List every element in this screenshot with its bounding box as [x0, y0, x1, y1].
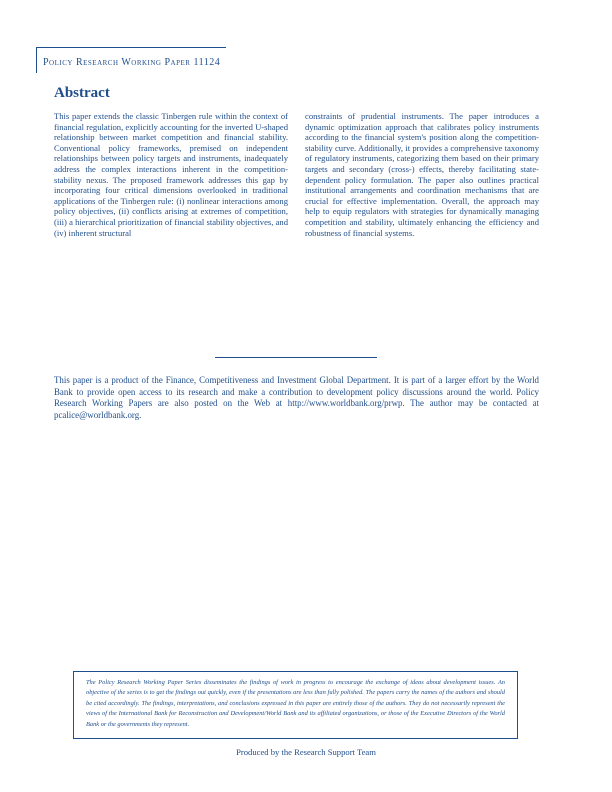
abstract-heading: Abstract	[54, 85, 110, 101]
abstract-column-left: This paper extends the classic Tinbergen rule within the context of financial regulation, explicitly accounting for the inverted U-shaped relationship between market competition and financial stability. Conventional policy frameworks, premised on independent relationships between policy targets and instruments, inadequately address the complex interactions inherent in the competition-stability nexus. The proposed framework addresses this gap by incorporating four critical dimensions overlooked in traditional applications of the Tinbergen rule: (i) nonlinear interactions among policy objectives, (ii) conflicts arising at extremes of competition, (iii) a hierarchical prioritization of financial stability objectives, and (iv) inherent structural	[54, 111, 288, 238]
abstract-body	[54, 111, 539, 238]
series-title: Policy Research Working Paper 11124	[43, 57, 221, 68]
disclaimer-text: The Policy Research Working Paper Series disseminates the findings of work in progress to encourage the exchange of ideas about development issues. An objective of the series is to get the findings out quickly, even if the presentations are less than fully polished. The papers carry the names of the authors and should be cited accordingly. The findings, interpretations, and conclusions expressed in this paper are entirely those of the authors. They do not necessarily represent the views of the International Bank for Reconstruction and Development/World Bank and its affiliated organizations, or those of the Executive Directors of the World Bank or the governments they represent.	[86, 679, 505, 728]
section-divider	[215, 357, 377, 358]
product-note: This paper is a product of the Finance, Competitiveness and Investment Global Department. It is part of a larger effort by the World Bank to provide open access to its research and make a contribution to development policy discussions around the world. Policy Research Working Papers are also posted on the Web at http://www.worldbank.org/prwp. The author may be contacted at pcalice@worldbank.org.	[54, 375, 539, 420]
abstract-column-right: constraints of prudential instruments. The paper introduces a dynamic optimization approach that calibrates policy instruments according to the financial system's position along the competition-stability curve. Additionally, it provides a comprehensive taxonomy of regulatory instruments, categorizing them based on their primary targets and secondary (cross-) effects, thereby facilitating state-dependent policy formulation. The paper also outlines practical institutional arrangements and coordination mechanisms that are crucial for effective implementation. Overall, the approach may help to equip regulators with strategies for dynamically managing competition and stability, ultimately enhancing the efficiency and robustness of financial systems.	[305, 111, 539, 238]
produced-by-footer: Produced by the Research Support Team	[236, 747, 376, 757]
disclaimer-box	[73, 671, 518, 739]
series-header	[36, 47, 226, 73]
